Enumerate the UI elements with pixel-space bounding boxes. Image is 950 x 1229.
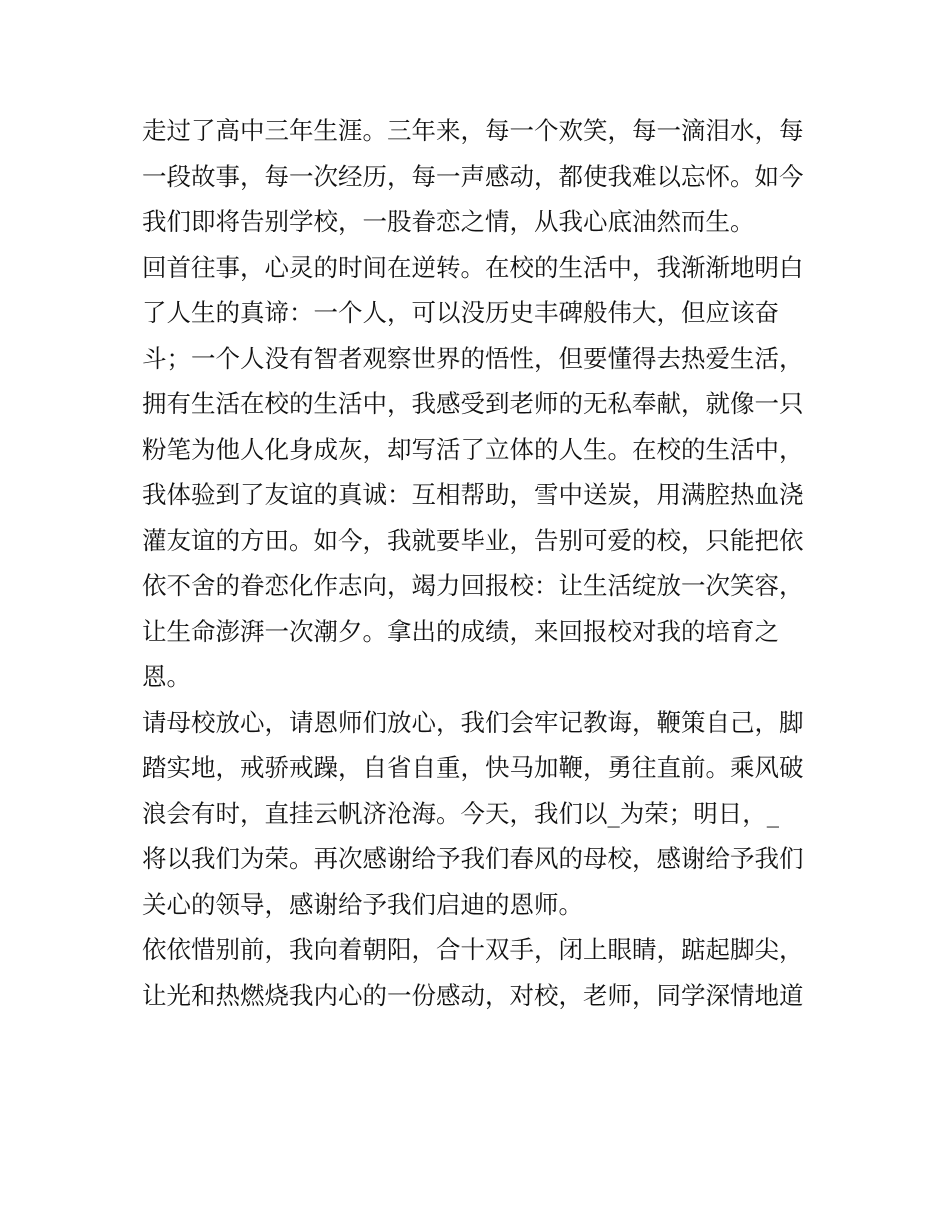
paragraph [142, 108, 812, 245]
text-line: 拥有生活在校的生活中，我感受到老师的无私奉献，就像一只 [142, 389, 804, 418]
text-line: 我们即将告别学校，一股眷恋之情，从我心底油然而生。 [142, 207, 755, 236]
text-line: 我体验到了友谊的真诚：互相帮助，雪中送炭，用满腔热血浇 [142, 480, 804, 509]
text-line: 让光和热燃烧我内心的一份感动，对校，老师，同学深情地道 [142, 980, 804, 1010]
text-line: 走过了高中三年生涯。三年来，每一个欢笑，每一滴泪水，每 [142, 116, 804, 145]
text-line: 请母校放心，请恩师们放心，我们会牢记教诲，鞭策自己，脚 [142, 707, 804, 737]
text-line: 一段故事，每一次经历，每一声感动，都使我难以忘怀。如今 [142, 161, 804, 191]
text-line: 关心的领导，感谢给予我们启迪的恩师。 [142, 889, 583, 919]
text-line: 依依惜别前，我向着朝阳，合十双手，闭上眼睛，踮起脚尖， [142, 935, 804, 964]
text-line: 回首往事，心灵的时间在逆转。在校的生活中，我渐渐地明白 [142, 252, 804, 282]
text-line: 让生命澎湃一次潮夕。拿出的成绩，来回报校对我的培育之 [142, 616, 779, 646]
text-line: 踏实地，戒骄戒躁，自省自重，快马加鞭，勇往直前。乘风破 [142, 753, 804, 782]
text-line: 依不舍的眷恋化作志向，竭力回报校：让生活绽放一次笑容， [142, 571, 804, 600]
paragraph [142, 927, 812, 1018]
text-line: 了人生的真谛：一个人，可以没历史丰碑般伟大，但应该奋 [142, 298, 779, 327]
document-body [142, 108, 812, 1018]
paragraph [142, 245, 812, 700]
paragraph [142, 700, 812, 928]
text-line: 斗；一个人没有智者观察世界的悟性，但要懂得去热爱生活， [142, 343, 804, 373]
text-line: 粉笔为他人化身成灰，却写活了立体的人生。在校的生活中， [142, 434, 804, 464]
text-line: 将以我们为荣。再次感谢给予我们春风的母校，感谢给予我们 [142, 844, 804, 873]
text-line: 灌友谊的方田。如今，我就要毕业，告别可爱的校，只能把依 [142, 525, 804, 555]
text-line: 浪会有时，直挂云帆济沧海。今天，我们以_为荣；明日，_ [142, 798, 779, 828]
text-line: 恩。 [142, 662, 191, 691]
